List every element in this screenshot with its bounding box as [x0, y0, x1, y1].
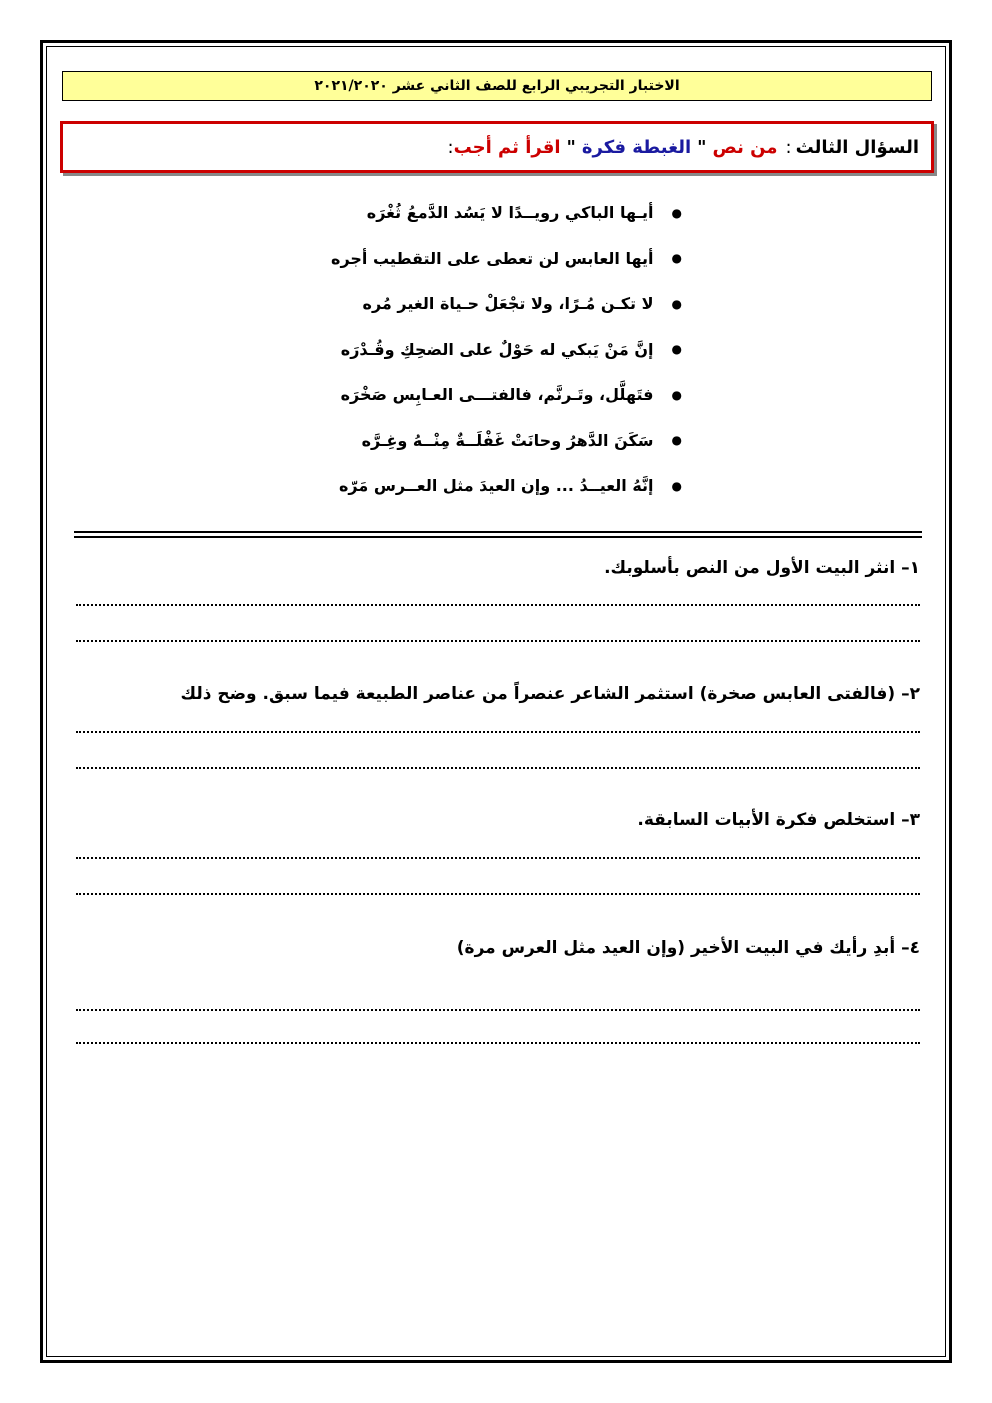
answer-line[interactable] — [76, 767, 920, 769]
answer-line[interactable] — [76, 604, 920, 606]
question-1-text: انثر البيت الأول من النص بأسلوبك. — [604, 558, 896, 578]
verse-item — [262, 327, 682, 373]
bullet-icon: ● — [671, 342, 682, 357]
poem-verses-list — [262, 190, 682, 509]
poem-title: الغبطة فكرة — [581, 136, 692, 158]
question-3-number: ٣– — [901, 810, 920, 830]
section-separator — [74, 531, 922, 538]
question-from-text: من نص — [712, 136, 778, 158]
question-4-text: أبدِ رأيك في البيت الأخير (وإن العيد مثل العرس مرة) — [456, 938, 896, 958]
question-1-number: ١– — [901, 558, 920, 578]
exam-title-bar — [62, 71, 932, 101]
bullet-icon: ● — [671, 205, 682, 220]
verse-text: لا تكـن مُـرًا، ولا تجْعَلْ حـياة الغير مُره — [362, 294, 654, 314]
verse-text: أيها العابس لن تعطى على التقطيب أجره — [331, 248, 654, 268]
answer-line[interactable] — [76, 893, 920, 895]
verse-item — [262, 418, 682, 464]
bullet-icon: ● — [671, 387, 682, 402]
question-2-number: ٢– — [901, 684, 920, 704]
question-2-text: (فالفتى العابس صخرة) استثمر الشاعر عنصراً من عناصر الطبيعة فيما سبق. وضح ذلك — [180, 684, 896, 704]
bullet-icon: ● — [671, 296, 682, 311]
question-3 — [637, 810, 920, 830]
verse-text: إنَّ مَنْ يَبكي له حَوْلٌ على الضحِكِ وقُـدْرَه — [340, 339, 654, 359]
question-heading-box — [60, 121, 934, 173]
verse-item — [262, 372, 682, 418]
question-instruction: اقرأ ثم أجب — [453, 136, 561, 158]
bullet-icon: ● — [671, 478, 682, 493]
question-1 — [604, 558, 920, 578]
question-3-text: استخلص فكرة الأبيات السابقة. — [637, 810, 896, 830]
question-2 — [180, 684, 920, 704]
verse-item — [262, 281, 682, 327]
close-quote: " — [566, 136, 576, 158]
verse-text: إنَّهُ العيــدُ ... وإن العيدَ مثل العــرس مَرّه — [338, 476, 654, 496]
answer-line[interactable] — [76, 1009, 920, 1011]
exam-title: الاختبار التجريبي الرابع للصف الثاني عشر ٢٠٢١/٢٠٢٠ — [314, 78, 680, 94]
verse-text: أيـها الباكي رويــدًا لا يَسُد الدَّمعُ ثُغْرَه — [366, 203, 654, 223]
question-colon: : — [785, 136, 792, 158]
answer-line[interactable] — [76, 731, 920, 733]
verse-item — [262, 190, 682, 236]
verse-text: سَكَنَ الدَّهرُ وحانَتْ غَفْلَــةٌ مِنْــهُ وغِـرَّه — [361, 430, 654, 450]
verse-item — [262, 463, 682, 509]
question-4 — [457, 938, 920, 958]
verse-item — [262, 236, 682, 282]
answer-line[interactable] — [76, 640, 920, 642]
question-label: السؤال الثالث — [795, 136, 919, 158]
answer-line[interactable] — [76, 1042, 920, 1044]
question-4-number: ٤– — [901, 938, 920, 958]
bullet-icon: ● — [671, 251, 682, 266]
bullet-icon: ● — [671, 433, 682, 448]
instruction-colon: : — [447, 136, 454, 158]
verse-text: فتَهلَّل، وتَـرنَّم، فالفتـــى العـابِس صَخْرَه — [340, 385, 654, 405]
open-quote: " — [697, 136, 707, 158]
answer-line[interactable] — [76, 857, 920, 859]
